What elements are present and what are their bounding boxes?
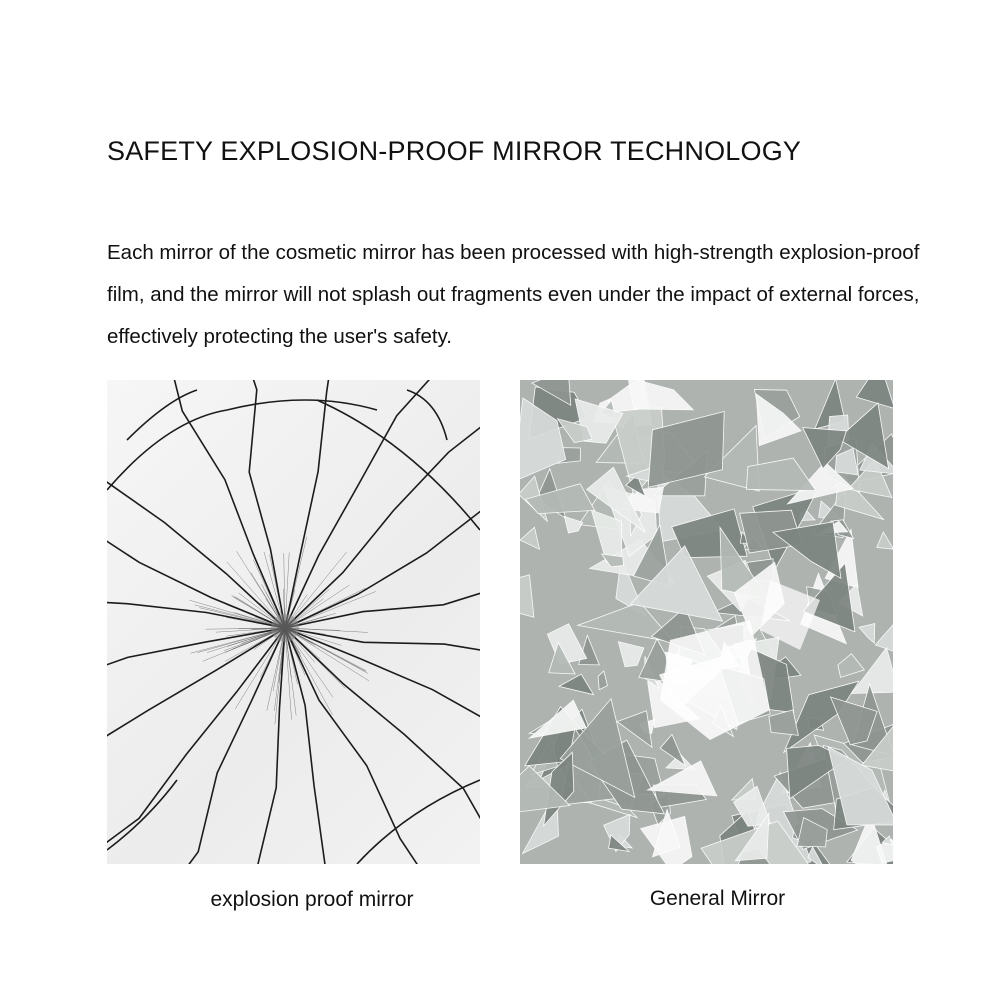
explosion-proof-mirror-image <box>107 380 480 864</box>
cracked-glass-illustration <box>107 380 480 864</box>
general-mirror-caption: General Mirror <box>649 887 786 910</box>
description-text: Each mirror of the cosmetic mirror has been processed with high-strength explosion-proof film, and the mirror will not splash out fragments even under the impact of external forces, effectively protecting the user's safety. <box>107 241 920 348</box>
explosion-proof-caption: explosion proof mirror <box>210 888 414 911</box>
page-title: SAFETY EXPLOSION-PROOF MIRROR TECHNOLOGY <box>107 136 802 166</box>
shattered-glass-illustration <box>520 380 893 864</box>
general-mirror-image <box>520 380 893 864</box>
glass-shards <box>520 380 893 864</box>
